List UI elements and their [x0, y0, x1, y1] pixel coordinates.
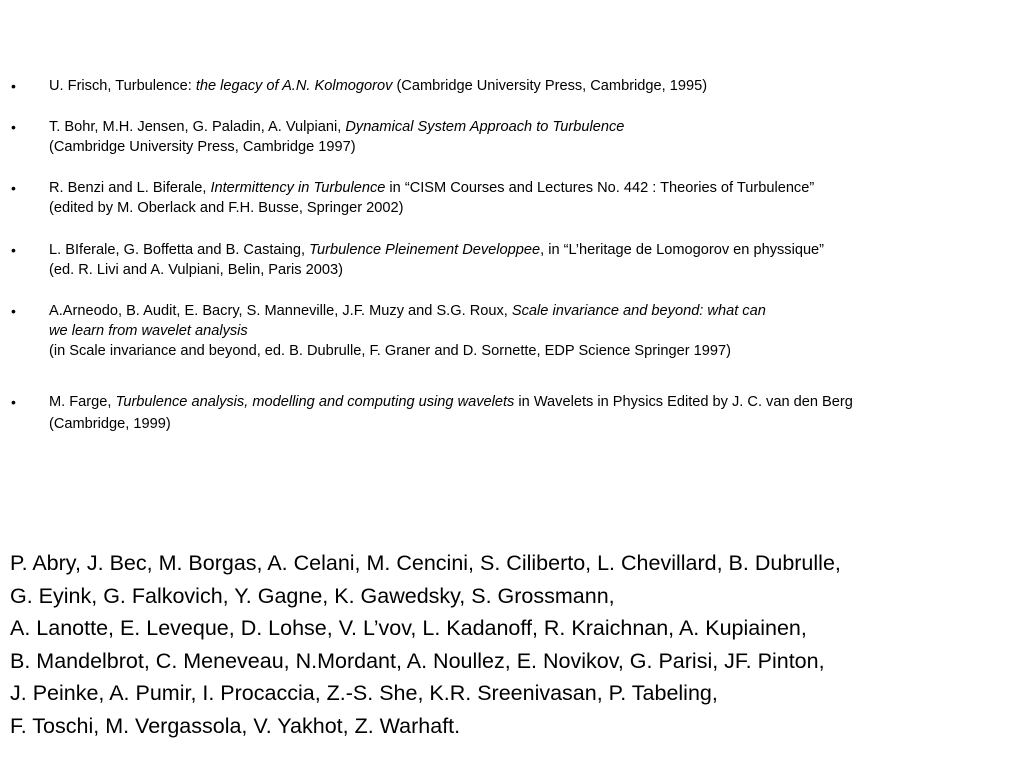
author-line: A. Lanotte, E. Leveque, D. Lohse, V. L’vov, L. Kadanoff, R. Kraichnan, A. Kupiainen,: [10, 616, 807, 640]
reference-bullet: •: [11, 119, 16, 135]
reference-line: [49, 178, 814, 198]
reference-text: (ed. R. Livi and A. Vulpiani, Belin, Paris 2003): [49, 262, 343, 278]
reference-text: M. Farge,: [49, 394, 116, 410]
author-list: [10, 547, 1020, 742]
reference-text: T. Bohr, M.H. Jensen, G. Paladin, A. Vulpiani,: [49, 119, 346, 135]
reference-bullet: •: [11, 303, 16, 319]
reference-text: R. Benzi and L. Biferale,: [49, 180, 211, 196]
reference-line: [49, 321, 248, 341]
reference-title: Scale invariance and beyond: what can: [511, 303, 766, 319]
reference-title: we learn from wavelet analysis: [49, 323, 248, 339]
reference-text: (Cambridge University Press, Cambridge, 1995): [392, 78, 708, 94]
reference-line: [49, 117, 624, 137]
reference-text: , in “L’heritage de Lomogorov en physsique”: [540, 242, 825, 258]
author-line: J. Peinke, A. Pumir, I. Procaccia, Z.-S. She, K.R. Sreenivasan, P. Tabeling,: [10, 681, 718, 705]
reference-line: [49, 392, 853, 412]
reference-line: [49, 260, 343, 280]
reference-text: U. Frisch, Turbulence:: [49, 78, 196, 94]
reference-title: Dynamical System Approach to Turbulence: [345, 119, 625, 135]
reference-line: [49, 198, 403, 218]
reference-title: the legacy of A.N. Kolmogorov: [195, 78, 393, 94]
reference-line: [49, 414, 171, 434]
author-line: F. Toschi, M. Vergassola, V. Yakhot, Z. Warhaft.: [10, 713, 461, 738]
reference-title: Turbulence Pleinement Developpee: [309, 242, 541, 258]
reference-text: A.Arneodo, B. Audit, E. Bacry, S. Manneville, J.F. Muzy and S.G. Roux,: [49, 303, 512, 319]
reference-text: (Cambridge University Press, Cambridge 1997): [49, 139, 356, 155]
reference-text: in Wavelets in Physics Edited by J. C. van den Berg: [514, 394, 853, 410]
reference-text: (Cambridge, 1999): [49, 416, 171, 432]
reference-bullet: •: [11, 242, 16, 258]
reference-bullet: •: [11, 78, 16, 94]
reference-line: [49, 240, 824, 260]
reference-text: (edited by M. Oberlack and F.H. Busse, Springer 2002): [49, 200, 404, 216]
reference-text: (in Scale invariance and beyond, ed. B. Dubrulle, F. Graner and D. Sornette, EDP Science Springer 1997): [49, 343, 731, 359]
reference-title: Turbulence analysis, modelling and computing using wavelets: [115, 394, 515, 410]
reference-bullet: •: [11, 180, 16, 196]
reference-bullet: •: [11, 394, 16, 410]
reference-line: [49, 76, 707, 96]
author-line: G. Eyink, G. Falkovich, Y. Gagne, K. Gawedsky, S. Grossmann,: [10, 583, 615, 608]
reference-text: L. BIferale, G. Boffetta and B. Castaing,: [49, 242, 310, 258]
reference-line: [49, 341, 731, 361]
reference-text: in “CISM Courses and Lectures No. 442 : Theories of Turbulence”: [385, 180, 815, 196]
reference-title: Intermittency in Turbulence: [210, 180, 386, 196]
reference-line: [49, 137, 356, 157]
reference-line: [49, 301, 766, 321]
author-line: B. Mandelbrot, C. Meneveau, N.Mordant, A. Noullez, E. Novikov, G. Parisi, JF. Pinton,: [10, 648, 825, 673]
author-line: P. Abry, J. Bec, M. Borgas, A. Celani, M. Cencini, S. Ciliberto, L. Chevillard, B. Dubrulle,: [10, 551, 841, 575]
